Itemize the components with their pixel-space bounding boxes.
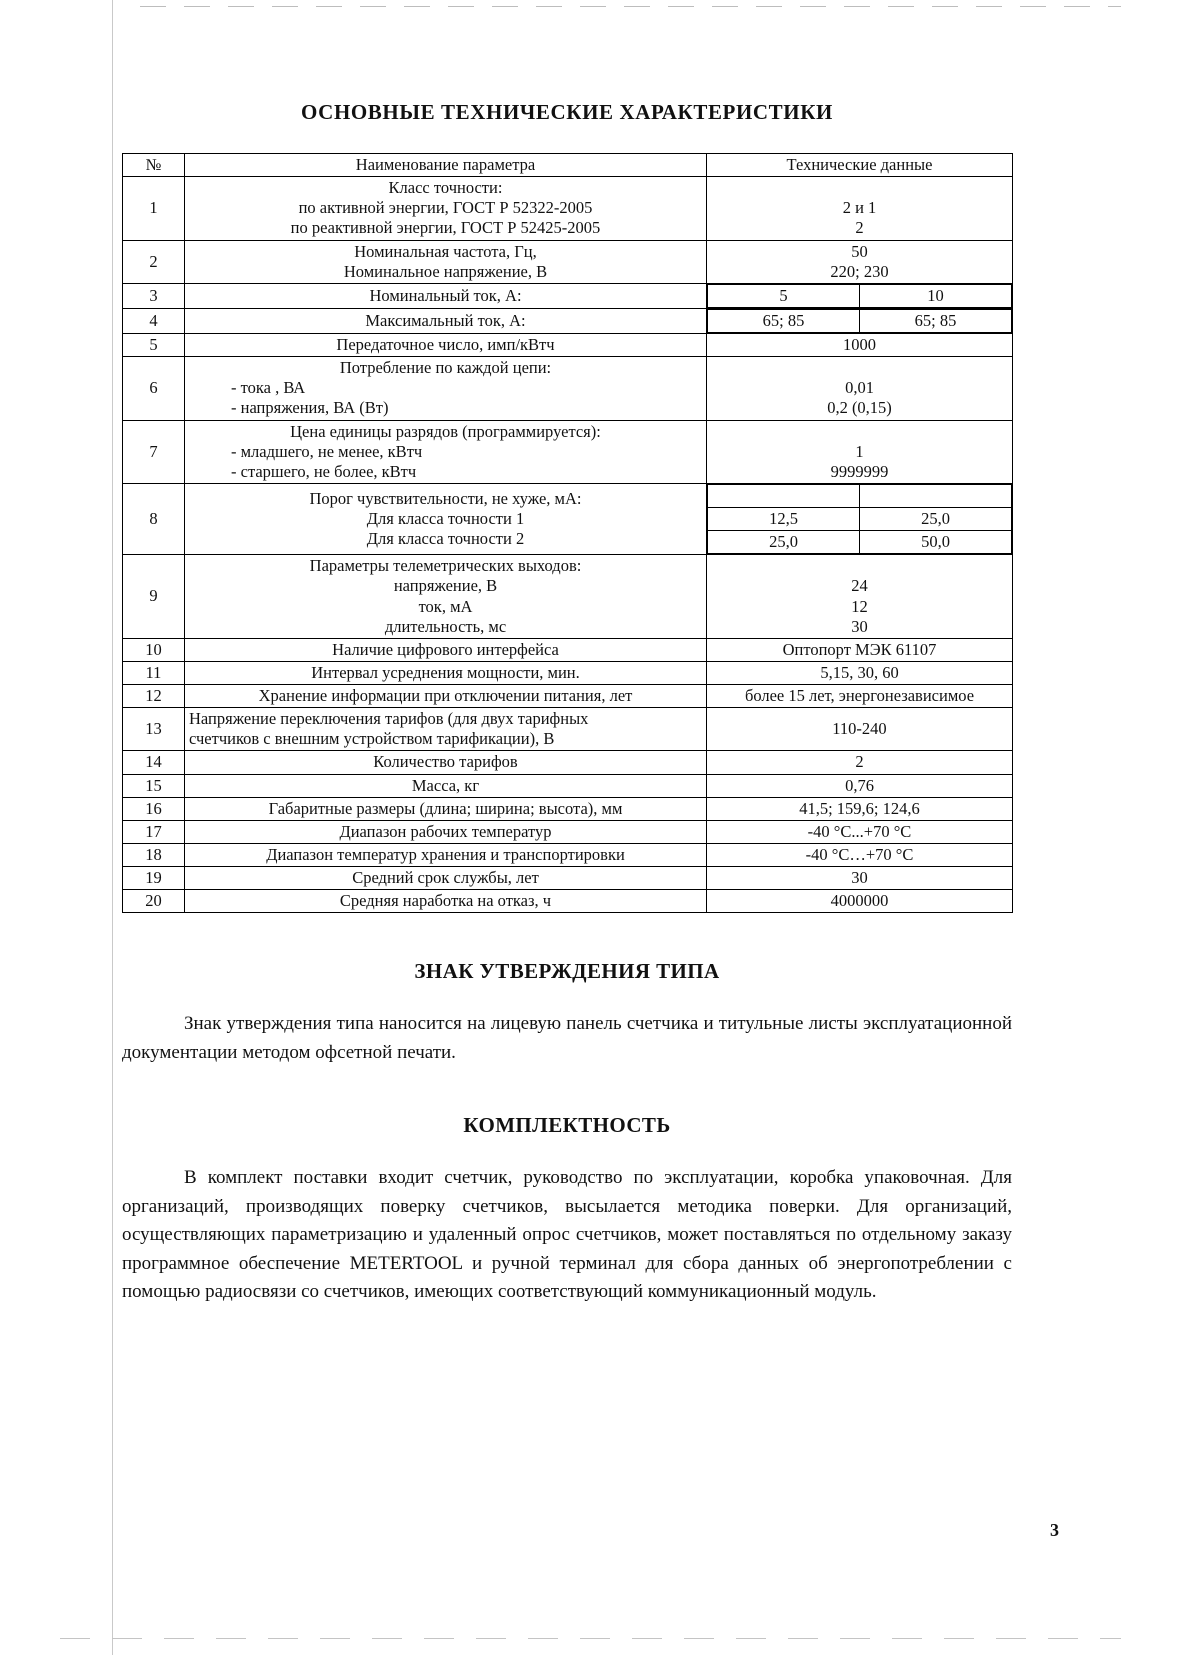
row-value: -40 °С…+70 °С — [707, 843, 1013, 866]
table-row — [123, 661, 1013, 684]
row-value-line: 2 — [855, 218, 864, 238]
row-number: 20 — [123, 890, 185, 913]
row-name-line: Порог чувствительности, не хуже, мА: — [309, 488, 582, 508]
table-row — [123, 797, 1013, 820]
row-value — [707, 177, 1013, 240]
row-name-line: длительность, мс — [384, 616, 507, 636]
row-name-line: по активной энергии, ГОСТ Р 52322-2005 — [298, 198, 593, 218]
row-value: 110-240 — [707, 708, 1013, 751]
row-number: 12 — [123, 685, 185, 708]
row-number: 15 — [123, 774, 185, 797]
row-name — [185, 240, 707, 283]
row-value-line: 2 и 1 — [842, 198, 877, 218]
table-row — [123, 240, 1013, 283]
row-value — [707, 357, 1013, 420]
type-mark-heading: ЗНАК УТВЕРЖДЕНИЯ ТИПА — [414, 959, 720, 984]
scan-edge-bottom — [60, 1638, 1121, 1639]
scan-edge-top — [140, 6, 1121, 7]
page-content — [122, 100, 1012, 1311]
row-number: 11 — [123, 661, 185, 684]
table-row — [123, 820, 1013, 843]
column-header-number: № — [123, 154, 185, 177]
row-number: 8 — [123, 483, 185, 554]
row-number: 7 — [123, 420, 185, 483]
table-row — [123, 638, 1013, 661]
row-number: 1 — [123, 177, 185, 240]
completeness-paragraph: В комплект поставки входит счетчик, руководство по эксплуатации, коробка упаковочная. Для организаций, производящих поверку счетчиков, высылается методика поверки. Для организаций, осуществляющих параметризацию и удаленный опрос счетчиков, может поставляться по отдельному заказу программное обеспечение METERTOOL и ручной терминал для сбора данных об энергопотреблении с помощью радиосвязи со счетчиков, имеющих соответствующий коммуникационный модуль. — [122, 1167, 1012, 1303]
row-name: Диапазон температур хранения и транспортировки — [185, 843, 707, 866]
row-value — [707, 420, 1013, 483]
table-row — [123, 483, 1013, 554]
row-number: 16 — [123, 797, 185, 820]
row-name — [185, 555, 707, 639]
row-value: 1000 — [707, 334, 1013, 357]
row-value: 2 — [707, 751, 1013, 774]
row-value: 0,76 — [707, 774, 1013, 797]
row-value-line — [711, 178, 1008, 198]
table-row — [123, 751, 1013, 774]
table-row — [123, 334, 1013, 357]
table-row — [123, 890, 1013, 913]
type-mark-paragraph: Знак утверждения типа наносится на лицевую панель счетчика и титульные листы эксплуатационной документации методом офсетной печати. — [122, 1013, 1012, 1063]
row-value-line: 12 — [851, 596, 868, 616]
row-value-left: 25,0 — [708, 531, 860, 554]
row-value-right: 10 — [860, 284, 1012, 307]
row-value: Оптопорт МЭК 61107 — [707, 638, 1013, 661]
row-name: Интервал усреднения мощности, мин. — [185, 661, 707, 684]
row-value: более 15 лет, энергонезависимое — [707, 685, 1013, 708]
table-row — [123, 774, 1013, 797]
row-name-line: Для класса точности 2 — [366, 529, 525, 549]
row-value-line: 1 — [855, 441, 864, 461]
row-value-line — [711, 556, 1008, 576]
row-name-line: Для класса точности 1 — [366, 509, 525, 528]
row-value-line — [711, 422, 1008, 442]
row-value-line: 24 — [851, 576, 868, 596]
row-name: Количество тарифов — [185, 751, 707, 774]
row-name: Габаритные размеры (длина; ширина; высота), мм — [185, 797, 707, 820]
row-value-line: 9999999 — [830, 461, 889, 481]
row-value: 30 — [707, 867, 1013, 890]
row-value-line — [711, 358, 1008, 378]
row-name-line: Потребление по каждой цепи: — [339, 358, 552, 378]
row-value-left: 65; 85 — [708, 309, 860, 332]
row-number: 14 — [123, 751, 185, 774]
row-name-line: Напряжение переключения тарифов (для двух тарифных — [189, 709, 589, 729]
row-value-line: 50 — [851, 241, 868, 261]
row-name-line: ток, мА — [418, 596, 473, 616]
row-name-line: - старшего, не более, кВтч — [231, 461, 417, 481]
row-value — [707, 240, 1013, 283]
row-name-line: Параметры телеметрических выходов: — [309, 556, 582, 576]
row-value-line: 30 — [851, 616, 868, 636]
row-name: Передаточное число, имп/кВтч — [185, 334, 707, 357]
row-name — [185, 420, 707, 483]
row-name-line: напряжение, В — [393, 576, 498, 596]
row-name — [185, 708, 707, 751]
row-number: 3 — [123, 283, 185, 308]
table-row — [123, 357, 1013, 420]
row-name: Номинальный ток, А: — [185, 283, 707, 308]
page-title: ОСНОВНЫЕ ТЕХНИЧЕСКИЕ ХАРАКТЕРИСТИКИ — [300, 100, 833, 124]
table-row — [123, 708, 1013, 751]
row-name-line: - напряжения, ВА (Вт) — [231, 398, 389, 418]
table-row — [123, 867, 1013, 890]
row-number: 19 — [123, 867, 185, 890]
row-value-left: 5 — [708, 284, 860, 307]
row-name: Диапазон рабочих температур — [185, 820, 707, 843]
row-value-left — [708, 484, 860, 507]
row-name-line: Номинальное напряжение, В — [343, 261, 548, 281]
table-row — [123, 177, 1013, 240]
row-name: Максимальный ток, А: — [185, 308, 707, 333]
table-row — [123, 685, 1013, 708]
column-header-value: Технические данные — [707, 154, 1013, 177]
table-row — [123, 555, 1013, 639]
table-row — [123, 308, 1013, 333]
row-value: 5,15, 30, 60 — [707, 661, 1013, 684]
row-value-right — [860, 484, 1012, 507]
scan-edge-left — [112, 0, 113, 1655]
row-name-line: - младшего, не менее, кВтч — [231, 441, 423, 461]
page-number: 3 — [1050, 1520, 1059, 1540]
row-name-line: Цена единицы разрядов (программируется): — [290, 421, 601, 441]
row-number: 9 — [123, 555, 185, 639]
row-name-line: счетчиков с внешним устройством тарификации), В — [189, 729, 555, 749]
row-name — [185, 177, 707, 240]
row-value: 4000000 — [707, 890, 1013, 913]
row-value-right: 65; 85 — [860, 309, 1012, 332]
row-name-line: Класс точности: — [388, 178, 503, 198]
row-value — [707, 483, 1013, 554]
row-name-line: - тока , ВА — [231, 378, 306, 398]
row-name-line: по реактивной энергии, ГОСТ Р 52425-2005 — [290, 218, 601, 238]
table-row — [123, 843, 1013, 866]
row-value-line: 220; 230 — [830, 261, 889, 281]
row-name: Средний срок службы, лет — [185, 867, 707, 890]
row-value — [707, 283, 1013, 308]
row-number: 6 — [123, 357, 185, 420]
row-number: 2 — [123, 240, 185, 283]
row-name: Наличие цифрового интерфейса — [185, 638, 707, 661]
table-row — [123, 283, 1013, 308]
row-name — [185, 483, 707, 554]
completeness-heading: КОМПЛЕКТНОСТЬ — [463, 1113, 671, 1138]
row-name: Хранение информации при отключении питания, лет — [185, 685, 707, 708]
row-number: 5 — [123, 334, 185, 357]
row-number: 17 — [123, 820, 185, 843]
table-row — [123, 420, 1013, 483]
row-value-line: 0,01 — [845, 378, 874, 398]
row-name — [185, 357, 707, 420]
technical-specifications-table — [122, 153, 1013, 913]
row-value: -40 °С...+70 °С — [707, 820, 1013, 843]
row-number: 13 — [123, 708, 185, 751]
row-name: Масса, кг — [185, 774, 707, 797]
row-value: 41,5; 159,6; 124,6 — [707, 797, 1013, 820]
column-header-name: Наименование параметра — [185, 154, 707, 177]
row-name-line: Номинальная частота, Гц, — [354, 241, 537, 261]
row-value-line: 0,2 (0,15) — [827, 398, 892, 418]
row-number: 4 — [123, 308, 185, 333]
row-name: Средняя наработка на отказ, ч — [185, 890, 707, 913]
row-value — [707, 555, 1013, 639]
table-header-row — [123, 154, 1013, 177]
row-value-left: 12,5 — [708, 508, 860, 531]
row-value-right: 50,0 — [860, 531, 1012, 554]
row-value — [707, 308, 1013, 333]
row-number: 10 — [123, 638, 185, 661]
row-number: 18 — [123, 843, 185, 866]
row-value-right: 25,0 — [860, 508, 1012, 531]
